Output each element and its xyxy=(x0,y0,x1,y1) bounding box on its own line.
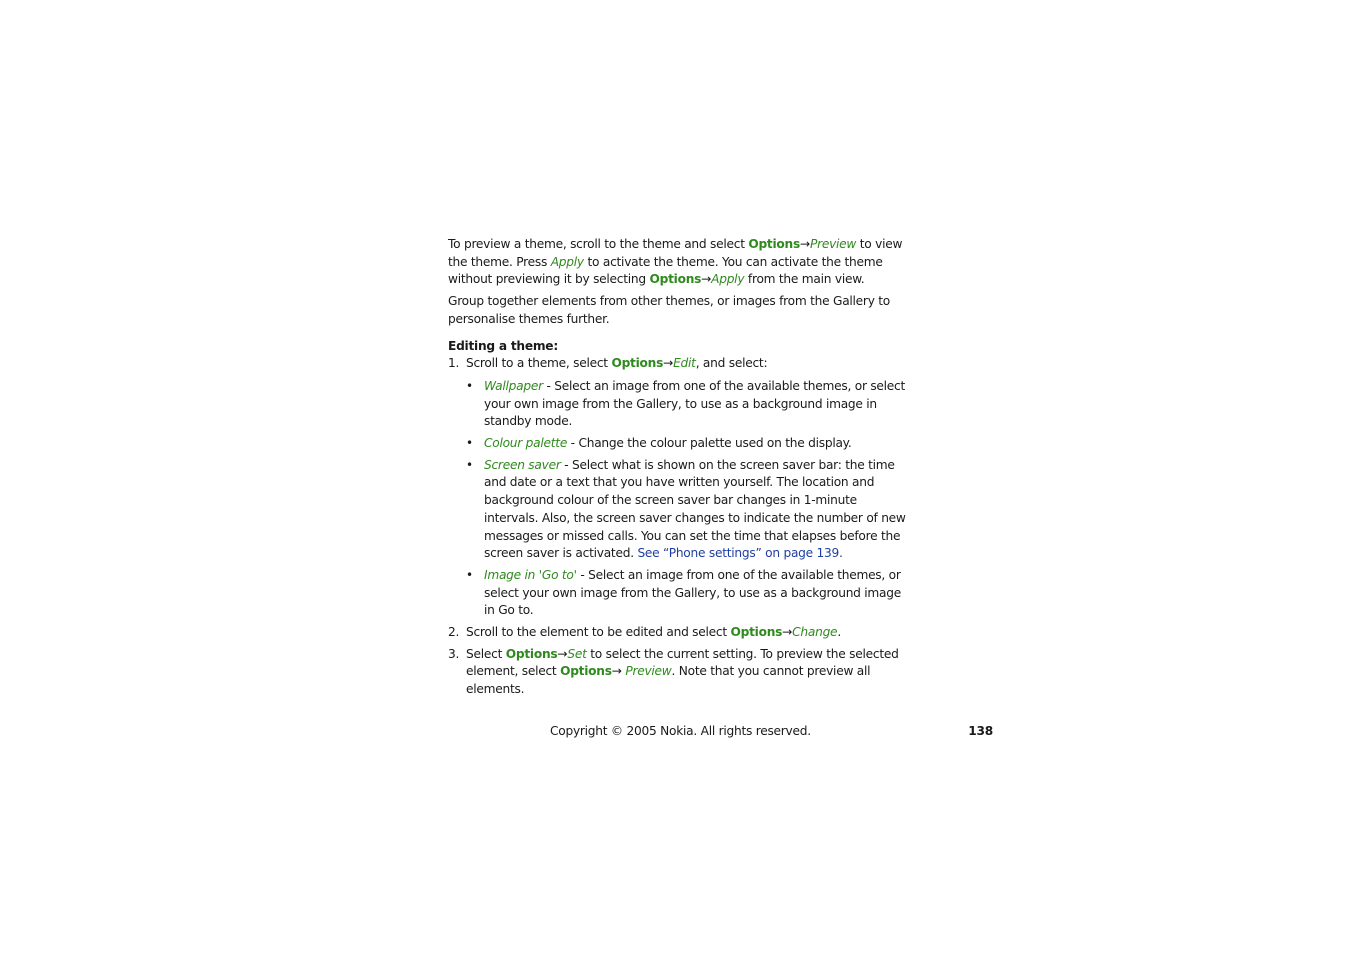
bullet-item-screen-saver: • Screen saver - Select what is shown on the screen saver bar: the time and date or a text that you have written yourself. The location and background colour of the screen saver bar changes in 1-minute intervals. Also, the screen saver changes to indicate the number of new messages or missed calls. You can set the time that elapses before the screen saver is activated. See “Phone settings” on page 139. xyxy=(466,457,906,561)
options-menu-term: Options xyxy=(730,625,783,640)
preview-menu-term: Preview xyxy=(625,664,672,679)
arrow-glyph: → xyxy=(701,272,712,287)
step-item-2: 2. Scroll to the element to be edited and select Options→Change. xyxy=(448,624,908,642)
page-number: 138 xyxy=(968,724,993,738)
set-menu-term: Set xyxy=(567,646,587,661)
change-menu-term: Change xyxy=(792,625,838,640)
bullet-item-wallpaper: • Wallpaper - Select an image from one of the available themes, or select your own image from the Gallery, to use as a background image in standby mode. xyxy=(466,378,906,429)
bullet-icon: • xyxy=(466,457,473,472)
options-menu-term: Options xyxy=(505,646,558,661)
bullet-icon: • xyxy=(466,567,473,582)
bullet-item-image-go-to: • Image in 'Go to' - Select an image from one of the available themes, or select your own image from the Gallery, to use as a background image in Go to. xyxy=(466,567,901,618)
step-number: 1. xyxy=(448,356,460,371)
apply-menu-term: Apply xyxy=(711,272,745,287)
options-menu-term: Options xyxy=(560,664,612,679)
wallpaper-term: Wallpaper xyxy=(484,378,543,393)
manual-page-body xyxy=(448,236,908,699)
intro-paragraph-group: Group together elements from other themes, or images from the Gallery to personalise themes further. xyxy=(448,294,891,326)
arrow-glyph: → xyxy=(557,646,568,661)
colour-palette-term: Colour palette xyxy=(484,436,568,451)
screen-saver-term: Screen saver xyxy=(484,457,561,472)
options-menu-term: Options xyxy=(748,237,800,251)
bullet-icon: • xyxy=(466,378,473,393)
steps-list xyxy=(448,355,908,699)
image-go-to-term: Image in 'Go to' xyxy=(484,567,577,582)
arrow-glyph: → xyxy=(663,356,674,371)
arrow-glyph: → xyxy=(782,625,793,640)
copyright-notice: Copyright © 2005 Nokia. All rights reserved. xyxy=(550,724,811,738)
edit-menu-term: Edit xyxy=(673,356,696,371)
step-number: 3. xyxy=(448,646,460,661)
page-footer xyxy=(448,722,993,740)
bullet-icon: • xyxy=(466,436,473,451)
phone-settings-link[interactable]: See “Phone settings” on page 139. xyxy=(637,546,843,561)
section-heading: Editing a theme: xyxy=(448,338,558,353)
arrow-glyph: → xyxy=(800,237,810,251)
intro-paragraph-preview: To preview a theme, scroll to the theme and select Options→Preview to view the theme. Press Apply to activate the theme. You can activate the theme without previewing it by selecting Options→Apply from the main view. xyxy=(448,237,903,287)
options-bullet-list xyxy=(466,378,908,620)
step-item-1: 1. Scroll to a theme, select Options→Edit, and select: • Wallpaper - Select an image from one of the available themes, or select your own image from the Gallery, to use as a background image in standby mode. • Colour palette - Change the colour palette used on the display. • Screen saver - Select what is shown on the screen saver bar: the time and date or a text that you have written yourself. The location and background colour of the screen saver bar changes in 1-minute intervals. Also, the screen saver changes to indicate the number of new messages or missed calls. You can set the time that elapses before the screen saver is activated. See “Phone settings” on page 139. • Image in 'Go to' - Select an image from one of the available themes, or select your own image from the Gallery, to use as a background image in Go to. xyxy=(448,355,908,620)
step-item-3: 3. Select Options→Set to select the current setting. To preview the selected element, select Options→ Preview. Note that you cannot preview all elements. xyxy=(448,646,899,697)
options-menu-term: Options xyxy=(649,272,702,287)
step-number: 2. xyxy=(448,625,460,640)
preview-menu-term: Preview xyxy=(809,237,857,251)
bullet-item-colour-palette: • Colour palette - Change the colour palette used on the display. xyxy=(466,435,908,453)
arrow-glyph: → xyxy=(611,664,626,679)
options-menu-term: Options xyxy=(611,356,664,371)
apply-softkey-term: Apply xyxy=(550,254,584,269)
